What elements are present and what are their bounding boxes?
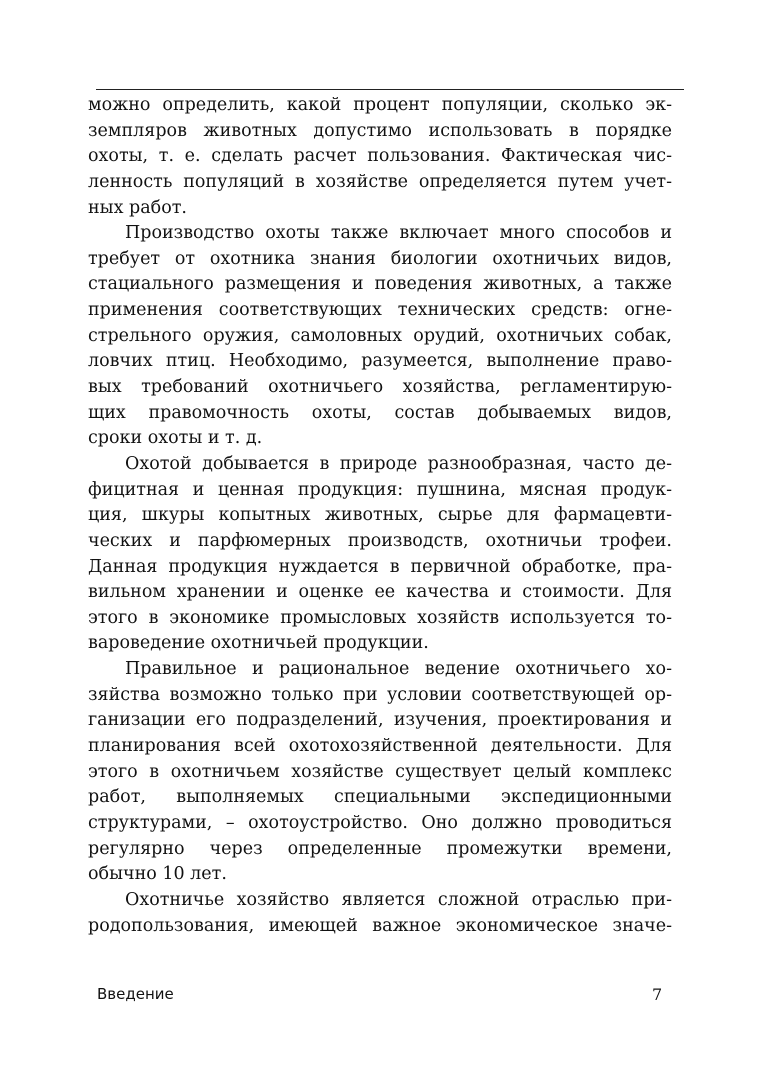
text-line: этого в охотничьем хозяйстве существует целый комплекс — [88, 761, 672, 782]
text-line: ганизации его подразделений, изучения, проектирования и — [88, 710, 672, 731]
running-footer-section: Введение — [97, 985, 174, 1003]
text-line: зяйства возможно только при условии соответствующей ор- — [88, 684, 672, 705]
text-line: ловчих птиц. Необходимо, разумеется, выполнение право- — [88, 351, 672, 372]
header-rule — [96, 89, 684, 90]
paragraph — [88, 221, 672, 452]
text-line: Охотой добывается в природе разнообразная, часто де- — [125, 453, 672, 474]
text-line: охоты, т. е. сделать расчет пользования. Фактическая чис- — [88, 146, 672, 167]
body-text — [88, 93, 672, 939]
text-line: сроки охоты и т. д. — [88, 428, 263, 449]
text-line: ленность популяций в хозяйстве определяется путем учет- — [88, 171, 672, 192]
text-line: стрельного оружия, самоловных орудий, охотничьих собак, — [88, 325, 672, 346]
text-line: применения соответствующих технических средств: огне- — [88, 300, 672, 321]
text-line: вароведение охотничьей продукции. — [88, 633, 429, 654]
text-line: вильном хранении и оценке ее качества и стоимости. Для — [88, 582, 672, 603]
text-line: работ, выполняемых специальными экспедиционными — [88, 787, 672, 808]
paragraph — [88, 657, 672, 888]
text-line: можно определить, какой процент популяции, сколько эк- — [88, 95, 672, 115]
text-line: фицитная и ценная продукция: пушнина, мясная продук- — [88, 479, 672, 500]
text-line: вых требований охотничьего хозяйства, регламентирую- — [88, 377, 672, 398]
text-line: ческих и парфюмерных производств, охотничьи трофеи. — [88, 530, 672, 551]
text-line: обычно 10 лет. — [88, 864, 227, 885]
text-line: ных работ. — [88, 197, 187, 218]
text-line: стациального размещения и поведения животных, а также — [88, 274, 672, 295]
text-line: требует от охотника знания биологии охотничьих видов, — [88, 248, 672, 269]
paragraph — [88, 888, 672, 939]
text-line: регулярно через определенные промежутки времени, — [88, 838, 672, 859]
text-line: ция, шкуры копытных животных, сырье для фармацевти- — [88, 505, 672, 526]
page-number: 7 — [652, 985, 663, 1004]
paragraph — [88, 452, 672, 657]
text-line: этого в экономике промысловых хозяйств используется то- — [88, 607, 672, 628]
text-line: Производство охоты также включает много способов и — [125, 223, 672, 244]
text-line: Данная продукция нуждается в первичной обработке, пра- — [88, 556, 672, 577]
text-line: Охотничье хозяйство является сложной отраслью при- — [125, 889, 672, 910]
text-line: родопользования, имеющей важное экономическое значе- — [88, 915, 672, 936]
text-line: щих правомочность охоты, состав добываемых видов, — [88, 402, 672, 423]
text-line: планирования всей охотохозяйственной деятельности. Для — [88, 736, 672, 757]
text-line: Правильное и рациональное ведение охотничьего хо- — [125, 659, 672, 680]
paragraph — [88, 93, 672, 221]
text-line: земпляров животных допустимо использовать в порядке — [88, 120, 672, 141]
text-line: структурами, – охотоустройство. Оно должно проводиться — [88, 812, 672, 833]
